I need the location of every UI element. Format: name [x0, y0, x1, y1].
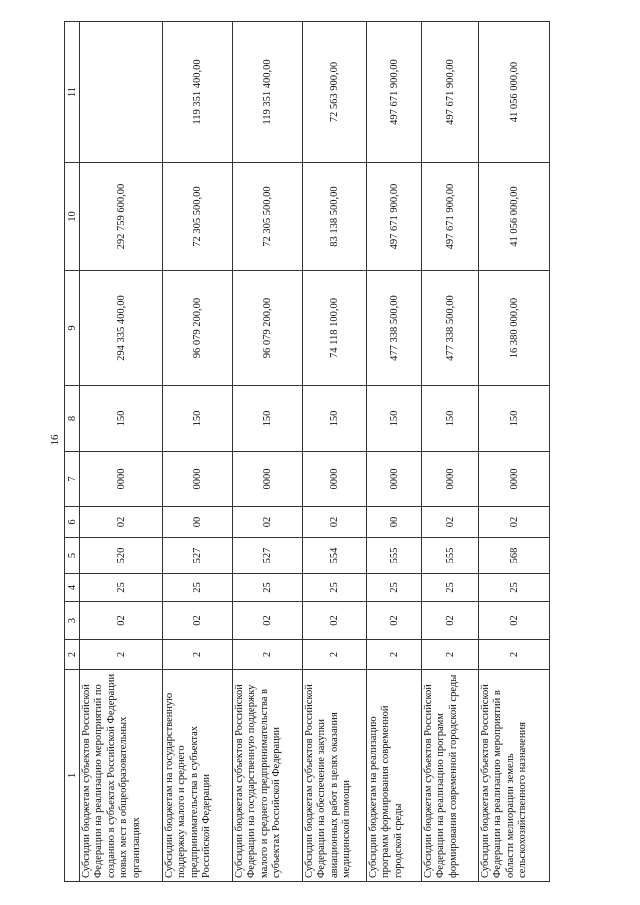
- budget-table: [64, 21, 550, 882]
- amount-cell: 497 671 900,00: [422, 163, 479, 271]
- subsidy-name-cell: Субсидии бюджетам субъектов Российской Федерации на реализацию программ формирования современной городской среды: [422, 670, 479, 882]
- table-row: [303, 22, 367, 882]
- code-cell: 00: [163, 507, 233, 538]
- code-cell: 555: [422, 538, 479, 574]
- subsidy-name-cell: Субсидии бюджетам субъектов Российской Федерации на обеспечение закупки авиационных работ в целях оказания медицинской помощи: [303, 670, 367, 882]
- code-cell: 568: [479, 538, 550, 574]
- subsidy-name-cell: Субсидии бюджетам субъектов Российской Федерации на государственную поддержку малого и среднего предпринимательства в субъектах Российской Федерации: [233, 670, 303, 882]
- code-cell: 02: [479, 602, 550, 640]
- code-cell: 25: [80, 574, 163, 602]
- amount-cell: 72 305 500,00: [163, 163, 233, 271]
- code-cell: 02: [233, 602, 303, 640]
- code-cell: 527: [163, 538, 233, 574]
- amount-cell: 119 351 400,00: [163, 22, 233, 163]
- column-number-row: [65, 22, 80, 882]
- code-cell: 2: [303, 640, 367, 670]
- amount-cell: 497 671 900,00: [367, 22, 422, 163]
- code-cell: 520: [80, 538, 163, 574]
- code-cell: 2: [163, 640, 233, 670]
- subsidy-name-cell: Субсидии бюджетам субъектов Российской Федерации на реализацию мероприятий в области мелиорации земель сельскохозяйственного назначения: [479, 670, 550, 882]
- code-cell: 0000: [233, 452, 303, 507]
- amount-cell: 96 079 200,00: [163, 271, 233, 386]
- column-number-header: 4: [65, 574, 80, 602]
- subsidy-name-cell: Субсидии бюджетам на реализацию программ формирования современной городской среды: [367, 670, 422, 882]
- code-cell: 25: [163, 574, 233, 602]
- code-cell: 0000: [367, 452, 422, 507]
- code-cell: 02: [479, 507, 550, 538]
- code-cell: 150: [303, 386, 367, 452]
- code-cell: 02: [80, 507, 163, 538]
- code-cell: 25: [303, 574, 367, 602]
- column-number-header: 6: [65, 507, 80, 538]
- column-number-header: 9: [65, 271, 80, 386]
- code-cell: 02: [163, 602, 233, 640]
- code-cell: 02: [303, 507, 367, 538]
- amount-cell: 292 759 600,00: [80, 163, 163, 271]
- amount-cell: 497 671 900,00: [422, 22, 479, 163]
- rotated-page: [64, 22, 548, 882]
- column-number-header: 5: [65, 538, 80, 574]
- subsidy-name-cell: Субсидии бюджетам на государственную поддержку малого и среднего предпринимательства в субъектах Российской Федерации: [163, 670, 233, 882]
- column-number-header: 2: [65, 640, 80, 670]
- code-cell: 02: [233, 507, 303, 538]
- code-cell: 527: [233, 538, 303, 574]
- column-number-header: 7: [65, 452, 80, 507]
- code-cell: 150: [367, 386, 422, 452]
- amount-cell: 96 079 200,00: [233, 271, 303, 386]
- code-cell: 2: [233, 640, 303, 670]
- code-cell: 150: [233, 386, 303, 452]
- code-cell: 0000: [80, 452, 163, 507]
- code-cell: 150: [422, 386, 479, 452]
- code-cell: 25: [479, 574, 550, 602]
- amount-cell: [80, 22, 163, 163]
- code-cell: 02: [80, 602, 163, 640]
- table-row: [233, 22, 303, 882]
- column-number-header: 1: [65, 670, 80, 882]
- code-cell: 150: [479, 386, 550, 452]
- code-cell: 0000: [479, 452, 550, 507]
- code-cell: 554: [303, 538, 367, 574]
- table-row: [80, 22, 163, 882]
- column-number-header: 8: [65, 386, 80, 452]
- code-cell: 02: [367, 602, 422, 640]
- amount-cell: 41 056 000,00: [479, 22, 550, 163]
- column-number-header: 3: [65, 602, 80, 640]
- code-cell: 2: [80, 640, 163, 670]
- code-cell: 150: [80, 386, 163, 452]
- code-cell: 150: [163, 386, 233, 452]
- column-number-header: 10: [65, 163, 80, 271]
- amount-cell: 72 305 500,00: [233, 163, 303, 271]
- table-row: [163, 22, 233, 882]
- code-cell: 0000: [163, 452, 233, 507]
- amount-cell: 497 671 900,00: [367, 163, 422, 271]
- code-cell: 25: [367, 574, 422, 602]
- amount-cell: 83 138 500,00: [303, 163, 367, 271]
- table-row: [479, 22, 550, 882]
- code-cell: 00: [367, 507, 422, 538]
- amount-cell: 16 380 000,00: [479, 271, 550, 386]
- amount-cell: 477 338 500,00: [422, 271, 479, 386]
- code-cell: 0000: [303, 452, 367, 507]
- amount-cell: 294 335 400,00: [80, 271, 163, 386]
- page-number: 16: [49, 434, 61, 446]
- code-cell: 02: [303, 602, 367, 640]
- code-cell: 25: [422, 574, 479, 602]
- code-cell: 0000: [422, 452, 479, 507]
- code-cell: 02: [422, 602, 479, 640]
- subsidy-name-cell: Субсидии бюджетам субъектов Российской Федерации на реализацию мероприятий по созданию в субъектах Российской Федерации новых мест в общеобразовательных организациях: [80, 670, 163, 882]
- code-cell: 2: [422, 640, 479, 670]
- column-number-header: 11: [65, 22, 80, 163]
- code-cell: 2: [479, 640, 550, 670]
- code-cell: 25: [233, 574, 303, 602]
- code-cell: 555: [367, 538, 422, 574]
- amount-cell: 477 338 500,00: [367, 271, 422, 386]
- table-row: [422, 22, 479, 882]
- amount-cell: 119 351 400,00: [233, 22, 303, 163]
- code-cell: 02: [422, 507, 479, 538]
- amount-cell: 74 118 100,00: [303, 271, 367, 386]
- code-cell: 2: [367, 640, 422, 670]
- amount-cell: 72 563 900,00: [303, 22, 367, 163]
- amount-cell: 41 056 000,00: [479, 163, 550, 271]
- table-row: [367, 22, 422, 882]
